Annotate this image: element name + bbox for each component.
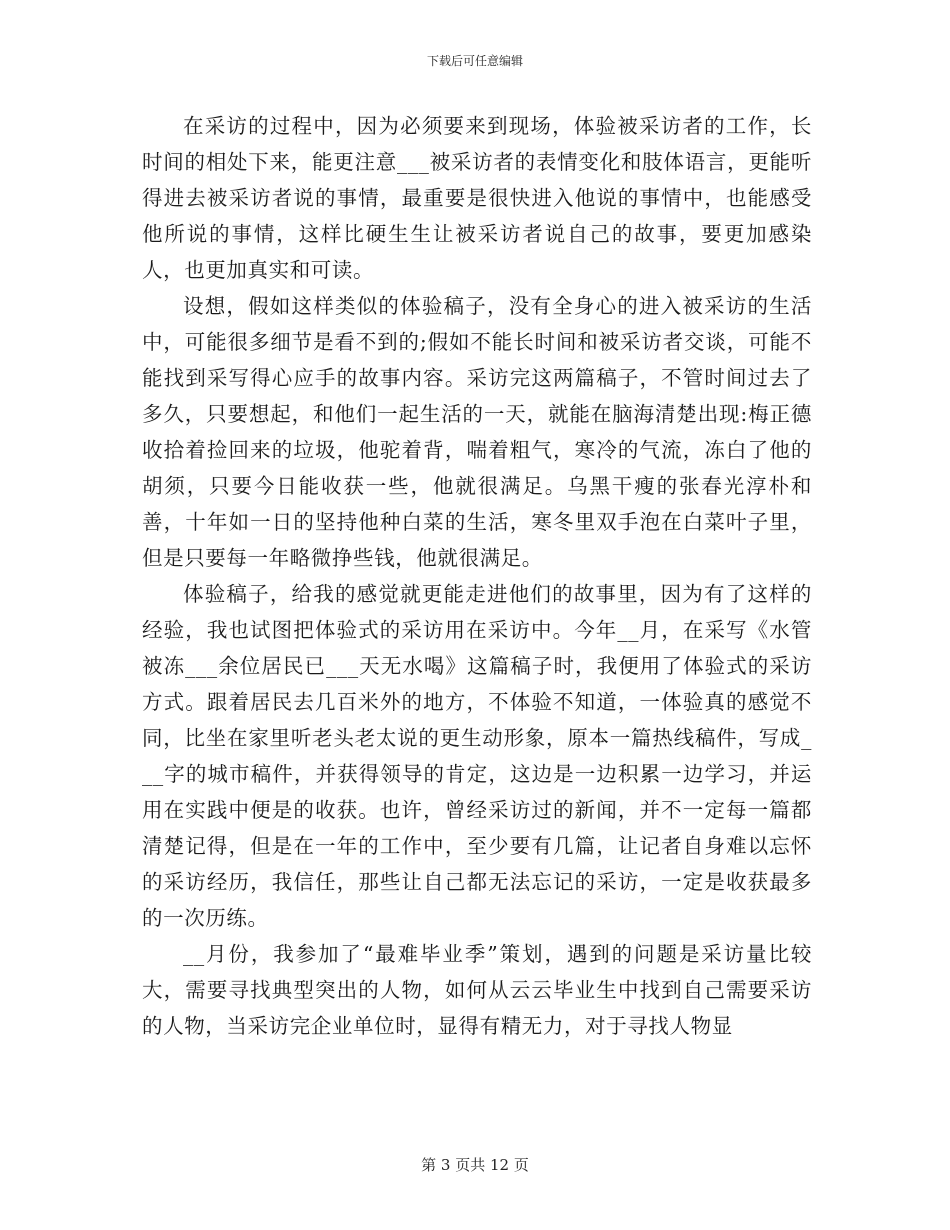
document-body — [142, 108, 812, 1044]
paragraph-1: 在采访的过程中，因为必须要来到现场，体验被采访者的工作，长时间的相处下来，能更注意___被采访者的表情变化和肢体语言，更能听得进去被采访者说的事情，最重要是很快进入他说的事情中，也能感受他所说的事情，这样比硬生生让被采访者说自己的故事，要更加感染人，也更加真实和可读。 — [142, 114, 812, 282]
page-number: 第 3 页共 12 页 — [421, 1156, 529, 1174]
page-header-note: 下载后可任意编辑 — [426, 54, 523, 68]
paragraph-4: __月份，我参加了“最难毕业季”策划，遇到的问题是采访量比较大，需要寻找典型突出的人物，如何从云云毕业生中找到自己需要采访的人物，当采访完企业单位时，显得有精无力，对于寻找人物显 — [142, 942, 812, 1038]
paragraph-3: 体验稿子，给我的感觉就更能走进他们的故事里，因为有了这样的经验，我也试图把体验式的采访用在采访中。今年__月，在采写《水管被冻___余位居民已___天无水喝》这篇稿子时，我便用了体验式的采访方式。跟着居民去几百米外的地方，不体验不知道，一体验真的感觉不同，比坐在家里听老头老太说的更生动形象，原本一篇热线稿件，写成___字的城市稿件，并获得领导的肯定，这边是一边积累一边学习，并运用在实践中便是的收获。也许，曾经采访过的新闻，并不一定每一篇都清楚记得，但是在一年的工作中，至少要有几篇，让记者自身难以忘怀的采访经历，我信任，那些让自己都无法忘记的采访，一定是收获最多的一次历练。 — [142, 582, 812, 930]
paragraph-2: 设想，假如这样类似的体验稿子，没有全身心的进入被采访的生活中，可能很多细节是看不到的;假如不能长时间和被采访者交谈，可能不能找到采写得心应手的故事内容。采访完这两篇稿子，不管时间过去了多久，只要想起，和他们一起生活的一天，就能在脑海清楚出现:梅正德收拾着捡回来的垃圾，他驼着背，喘着粗气，寒冷的气流，冻白了他的胡须，只要今日能收获一些，他就很满足。乌黑干瘦的张春光淳朴和善，十年如一日的坚持他种白菜的生活，寒冬里双手泡在白菜叶子里，但是只要每一年略微挣些钱，他就很满足。 — [142, 294, 812, 570]
